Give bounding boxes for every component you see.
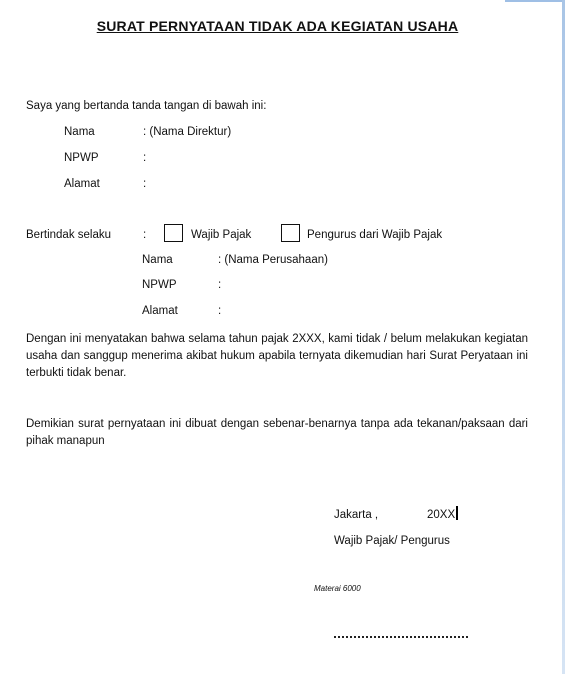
window-edge-top <box>505 0 565 2</box>
pengurus-checkbox[interactable] <box>281 224 300 242</box>
director-npwp-value: : <box>143 152 147 164</box>
signature-line <box>334 636 468 638</box>
director-address-label: Alamat <box>64 178 100 190</box>
company-address-value: : <box>218 305 222 317</box>
pengurus-option-label: Pengurus dari Wajib Pajak <box>307 229 443 241</box>
document-title: SURAT PERNYATAAN TIDAK ADA KEGIATAN USAHA <box>96 18 459 34</box>
wajib-pajak-checkbox[interactable] <box>164 224 183 242</box>
stamp-label: Materai 6000 <box>314 584 361 593</box>
statement-paragraph: Dengan ini menyatakan bahwa selama tahun pajak 2XXX, kami tidak / belum melakukan kegiatan usaha dan sanggup menerima akibat hukum apabila ternyata dikemudian hari Surat Peryataan ini terbukti tidak benar. <box>26 333 528 379</box>
director-name-label: Nama <box>64 126 95 138</box>
company-npwp-value: : <box>218 279 222 291</box>
intro-text: Saya yang bertanda tanda tangan di bawah ini: <box>26 100 267 112</box>
director-address-value: : <box>143 178 147 190</box>
signature-place: Jakarta , <box>334 509 379 521</box>
wajib-pajak-option-label: Wajib Pajak <box>191 229 252 241</box>
signature-year: 20XX <box>427 509 456 521</box>
signature-role: Wajib Pajak/ Pengurus <box>334 535 450 547</box>
acting-as-colon: : <box>143 229 147 241</box>
closing-paragraph: Demikian surat pernyataan ini dibuat dengan sebenar-benarnya tanpa ada tekanan/paksaan dari pihak manapun <box>26 418 528 447</box>
text-cursor <box>456 506 458 520</box>
company-address-label: Alamat <box>142 305 178 317</box>
acting-as-label: Bertindak selaku <box>26 229 112 241</box>
company-name-label: Nama <box>142 254 173 266</box>
director-name-value: : (Nama Direktur) <box>143 126 232 138</box>
director-npwp-label: NPWP <box>64 152 99 164</box>
company-npwp-label: NPWP <box>142 279 177 291</box>
company-name-value: : (Nama Perusahaan) <box>218 254 328 266</box>
